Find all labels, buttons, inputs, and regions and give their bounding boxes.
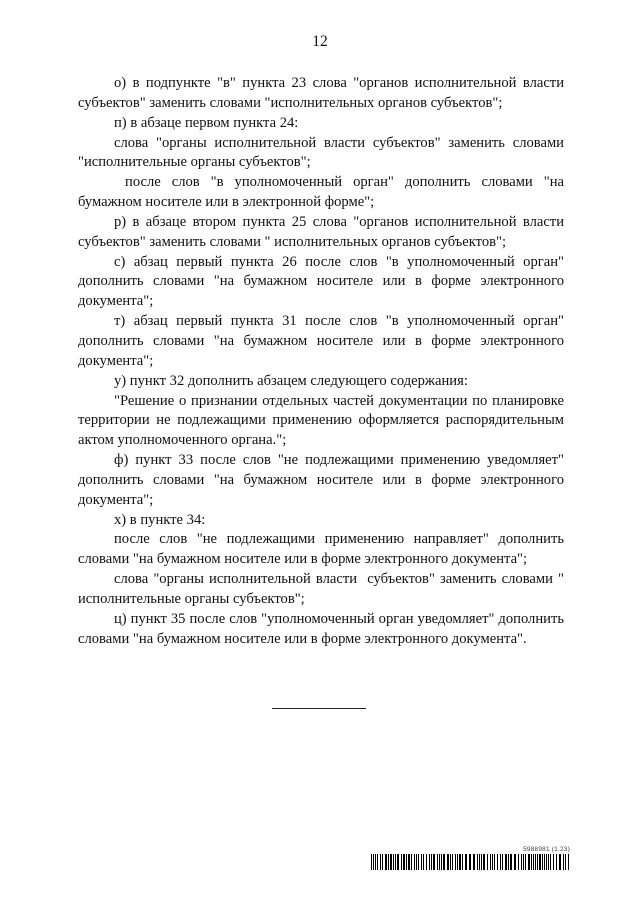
barcode-bar <box>531 854 532 870</box>
barcode-bar <box>401 854 402 870</box>
barcode-bar <box>371 854 372 870</box>
barcode-bar <box>418 854 419 870</box>
barcode-bar <box>535 854 536 870</box>
barcode-bar <box>563 854 564 870</box>
barcode-bar <box>373 854 374 870</box>
barcode-bar <box>469 854 471 870</box>
barcode-bar <box>439 854 440 870</box>
barcode-bar <box>481 854 482 870</box>
paragraph-o: о) в подпункте "в" пункта 23 слова "органов исполнительной власти субъектов" заменить словами "исполнительных органов субъектов"; <box>78 75 568 111</box>
barcode-bar <box>553 854 554 870</box>
barcode-bar <box>408 854 410 870</box>
paragraph-kh-words: слова "органы исполнительной власти субъектов" заменить словами " исполнительные органы субъектов"; <box>78 571 568 607</box>
paragraph-p-supplement: после слов "в уполномоченный орган" дополнить словами "на бумажном носителе или в электронной форме"; <box>78 174 568 211</box>
paragraph-r: р) в абзаце втором пункта 25 слова "органов исполнительной власти субъектов" заменить словами " исполнительных органов субъектов"; <box>78 213 568 250</box>
barcode-bar <box>437 854 438 870</box>
paragraph-u: у) пункт 32 дополнить абзацем следующего содержания: <box>114 372 468 389</box>
barcode-bar <box>483 854 485 870</box>
barcode-bar <box>473 854 475 870</box>
barcode-bar <box>443 854 445 870</box>
barcode-bar <box>385 854 387 870</box>
barcode-bar <box>375 854 376 870</box>
document-body <box>78 74 568 649</box>
barcode-bar <box>523 854 524 870</box>
barcode-bar <box>450 854 451 870</box>
barcode-bar <box>502 854 503 870</box>
barcode-bar <box>514 854 516 870</box>
barcode <box>371 854 570 870</box>
barcode-bar <box>462 854 463 870</box>
page-number: 12 <box>312 33 328 50</box>
barcode-bar <box>528 854 530 870</box>
barcode-bar <box>544 854 545 870</box>
paragraph-ts: ц) пункт 35 после слов "уполномоченный орган уведомляет" дополнить словами "на бумажном носителе или в форме электронного документа". <box>78 610 568 647</box>
paragraph-kh-after-words: после слов "не подлежащими применению направляет" дополнить словами "на бумажном носителе или в форме электронного документа"; <box>78 531 568 568</box>
barcode-bar <box>505 854 507 870</box>
barcode-bar <box>423 854 424 870</box>
barcode-bar <box>452 854 453 870</box>
barcode-bar <box>559 854 561 870</box>
barcode-bar <box>441 854 442 870</box>
paragraph-f: ф) пункт 33 после слов "не подлежащими применению уведомляет" дополнить словами "на бумажном носителе или в форме электронного документа"; <box>78 452 568 508</box>
barcode-bar <box>521 854 522 870</box>
barcode-bar <box>497 854 498 870</box>
barcode-bar <box>477 854 478 870</box>
barcode-bar <box>548 854 549 870</box>
barcode-bar <box>457 854 458 870</box>
barcode-bar <box>494 854 495 870</box>
barcode-bar <box>542 854 543 870</box>
barcode-bar <box>533 854 534 870</box>
barcode-bar <box>510 854 512 870</box>
barcode-bar <box>550 854 551 870</box>
end-separator-line <box>272 708 366 709</box>
paragraph-t: т) абзац первый пункта 31 после слов "в уполномоченный орган" дополнить словами "на бумажном носителе или в форме электронного документа"; <box>78 313 568 369</box>
barcode-bar <box>382 854 383 870</box>
barcode-bar <box>518 854 519 870</box>
barcode-bar <box>556 854 557 870</box>
barcode-bar <box>487 854 488 870</box>
barcode-bar <box>380 854 381 870</box>
barcode-bar <box>421 854 422 870</box>
barcode-bar <box>546 854 547 870</box>
barcode-bar <box>565 854 566 870</box>
barcode-bar <box>447 854 449 870</box>
barcode-bar <box>539 854 541 870</box>
barcode-bar <box>479 854 480 870</box>
document-code: 5988981 (1.23) <box>523 846 570 853</box>
barcode-bar <box>568 854 569 870</box>
barcode-bar <box>490 854 491 870</box>
barcode-bar <box>377 854 378 870</box>
barcode-bar <box>411 854 412 870</box>
paragraph-p: п) в абзаце первом пункта 24: <box>114 114 299 131</box>
barcode-bar <box>426 854 427 870</box>
barcode-bar <box>395 854 396 870</box>
barcode-bar <box>500 854 501 870</box>
barcode-bar <box>525 854 526 870</box>
barcode-bar <box>455 854 456 870</box>
barcode-bar <box>429 854 430 870</box>
barcode-bar <box>433 854 435 870</box>
barcode-bar <box>390 854 392 870</box>
barcode-bar <box>416 854 417 870</box>
barcode-bar <box>403 854 405 870</box>
barcode-bar <box>465 854 467 870</box>
barcode-bar <box>406 854 407 870</box>
paragraph-u-quote: "Решение о признании отдельных частей документации по планировке территории не подлежащими применению оформляется распорядительным актом уполномоченного органа."; <box>78 392 568 449</box>
barcode-bar <box>397 854 399 870</box>
barcode-bar <box>393 854 394 870</box>
barcode-bar <box>388 854 389 870</box>
barcode-bar <box>508 854 509 870</box>
barcode-bar <box>431 854 432 870</box>
paragraph-s: с) абзац первый пункта 26 после слов "в уполномоченный орган" дополнить словами "на бумажном носителе или в форме электронного документа"; <box>78 253 568 310</box>
paragraph-kh: х) в пункте 34: <box>114 511 206 528</box>
barcode-bar <box>537 854 538 870</box>
barcode-bar <box>414 854 415 870</box>
barcode-bar <box>492 854 493 870</box>
paragraph-p-words: слова "органы исполнительной власти субъектов" заменить словами "исполнительные органы субъектов"; <box>78 134 568 171</box>
barcode-bar <box>459 854 461 870</box>
